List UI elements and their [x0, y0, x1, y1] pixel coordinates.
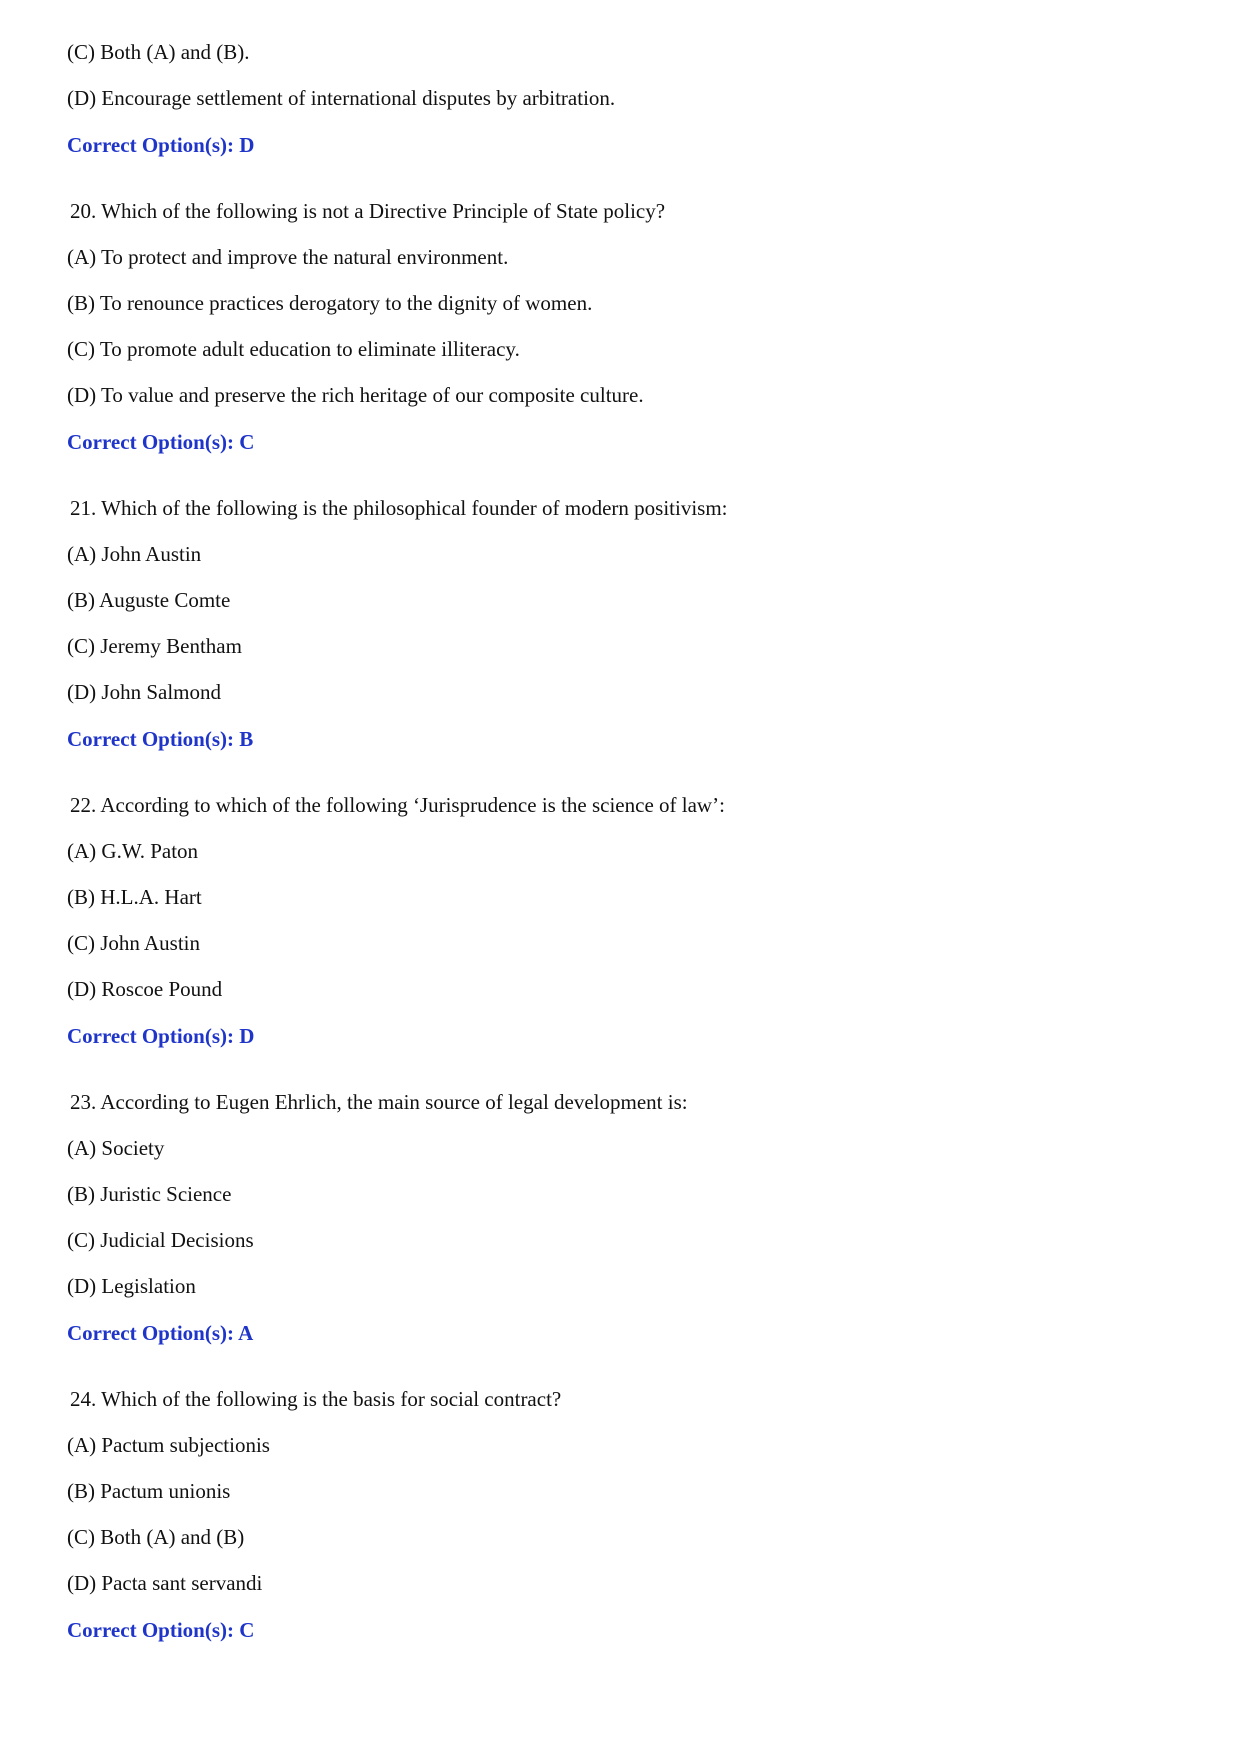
correct-option-label: Correct Option(s): A: [67, 1321, 254, 1345]
option-text: (A) John Austin: [67, 542, 202, 566]
option-text: (B) H.L.A. Hart: [67, 885, 202, 909]
option-text: (A) Pactum subjectionis: [67, 1433, 270, 1457]
option-text: (C) Jeremy Bentham: [67, 634, 242, 658]
option-text: (D) Legislation: [67, 1274, 196, 1298]
question-text: 21. Which of the following is the philosophical founder of modern positivism:: [70, 496, 728, 520]
option-text: (C) To promote adult education to eliminate illiteracy.: [67, 337, 520, 361]
option-text: (D) To value and preserve the rich heritage of our composite culture.: [67, 383, 644, 407]
option-text: (D) Roscoe Pound: [67, 977, 223, 1001]
option-text: (D) Encourage settlement of international disputes by arbitration.: [67, 86, 616, 110]
option-text: (D) Pacta sant servandi: [67, 1571, 263, 1595]
option-text: (B) To renounce practices derogatory to the dignity of women.: [67, 291, 593, 315]
correct-option-label: Correct Option(s): C: [67, 1618, 255, 1642]
option-text: (B) Auguste Comte: [67, 588, 231, 612]
option-text: (A) To protect and improve the natural environment.: [67, 245, 509, 269]
correct-option-label: Correct Option(s): D: [67, 133, 255, 157]
question-text: 20. Which of the following is not a Directive Principle of State policy?: [70, 199, 666, 223]
option-text: (B) Juristic Science: [67, 1182, 232, 1206]
option-text: (C) Judicial Decisions: [67, 1228, 254, 1252]
question-text: 22. According to which of the following ‘Jurisprudence is the science of law’:: [70, 793, 725, 817]
question-text: 23. According to Eugen Ehrlich, the main source of legal development is:: [70, 1090, 688, 1114]
option-text: (D) John Salmond: [67, 680, 221, 704]
option-text: (A) Society: [67, 1136, 165, 1160]
option-text: (C) Both (A) and (B).: [67, 40, 250, 64]
option-text: (B) Pactum unionis: [67, 1479, 231, 1503]
question-text: 24. Which of the following is the basis for social contract?: [70, 1387, 562, 1411]
option-text: (A) G.W. Paton: [67, 839, 199, 863]
correct-option-label: Correct Option(s): B: [67, 727, 254, 751]
correct-option-label: Correct Option(s): D: [67, 1024, 255, 1048]
option-text: (C) John Austin: [67, 931, 201, 955]
option-text: (C) Both (A) and (B): [67, 1525, 245, 1549]
correct-option-label: Correct Option(s): C: [67, 430, 255, 454]
